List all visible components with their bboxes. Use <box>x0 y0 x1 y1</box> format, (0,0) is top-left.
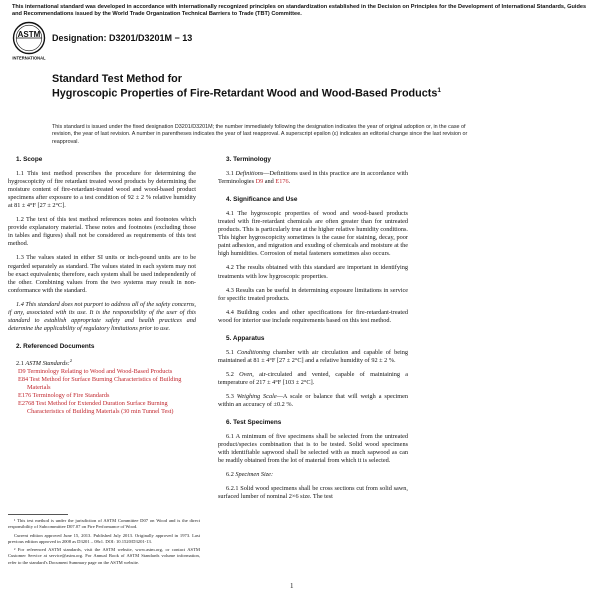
footnote-2: ² For referenced ASTM standards, visit the ASTM website, www.astm.org, or contact ASTM Customer Service at service@astm.org. For Annual Book of ASTM Standards volume information, refer to the standard's Document Summary page on the ASTM website. <box>8 547 200 565</box>
section-heading-referenced-documents: 2. Referenced Documents <box>16 342 95 350</box>
para-4-3: 4.3 Results can be useful in determining exposure limitations in service for specific treated products. <box>218 286 408 302</box>
title-main-text: Hygroscopic Properties of Fire-Retardant Wood and Wood-Based Products <box>52 87 438 100</box>
logo-text: ASTM <box>17 30 41 39</box>
section-heading-scope: 1. Scope <box>16 156 43 163</box>
para-3-1: 3.1 Definitions—Definitions used in this practice are in accordance with Terminologies D9 and E176. <box>218 170 409 186</box>
ref-item-e2768[interactable]: E2768 Test Method for Extended Duration Surface Burning Characteristics of Building Materials (30 min Tunnel Test) <box>18 400 174 416</box>
para-4-1: 4.1 The hygroscopic properties of wood and wood-based products treated with fire-retardant chemicals are often greater than for untreated products. This is particularly true at the higher relative humidity conditions. This higher hygroscopicity sometimes is the cause for staining, decay, poor paint adhesion, and migration and exuding of chemicals and moisture at the high humidities. Corrosion of metal fasteners sometimes also occurs. <box>218 210 408 258</box>
para-1-4: 1.4 This standard does not purport to address all of the safety concerns, if any, associated with its use. It is the responsibility of the user of this standard to establish appropriate safety and health practices and determine the applicability of regulatory limitations prior to use. <box>8 300 196 332</box>
para-5-2: 5.2 Oven, air-circulated and vented, capable of maintaining a temperature of 217 ± 4°F [103 ± 2°C]. <box>218 370 408 386</box>
footnote-1-edition: Current edition approved June 15, 2013. Published July 2013. Originally approved in 1973. Last previous edition approved in 2008 as D3201 – 08ε1. DOI: 10.1520/D3201-13. <box>8 532 200 544</box>
title-line: Standard Test Method for <box>52 73 182 85</box>
page-number: 1 <box>290 582 294 590</box>
ref-item-d9[interactable]: D9 Terminology Relating to Wood and Wood-Based Products <box>18 368 173 376</box>
footnotes <box>8 518 200 568</box>
section-heading-test-specimens: 6. Test Specimens <box>226 419 282 427</box>
ref-item-e84[interactable]: E84 Test Method for Surface Burning Characteristics of Building Materials <box>18 376 182 392</box>
section-heading-significance: 4. Significance and Use <box>226 196 298 204</box>
para-5-3: 5.3 Weighing Scale—A scale or balance that will weigh a specimen within an accuracy of ±0.2 %. <box>218 392 409 409</box>
referenced-standards-list <box>8 357 196 416</box>
footnote-divider <box>8 514 68 515</box>
para-6-2-1: 6.2.1 Solid wood specimens shall be cross sections cut from solid sawn, surfaced lumber of nominal 2×6 size. The test <box>218 485 408 501</box>
document-title <box>52 73 452 100</box>
section-heading-terminology: 3. Terminology <box>226 156 271 163</box>
para-1-3: 1.3 The values stated in either SI units or inch-pound units are to be regarded separately as standard. The values stated in each system may not be exact equivalents; therefore, each system shall be used independently of the other. Combining values from the two systems may result in non-conformance with the standard. <box>8 254 196 294</box>
ref-link-e176[interactable]: E176 <box>275 178 289 186</box>
para-1-1: 1.1 This test method prescribes the procedure for determining the hygroscopicity of fire retardant treated wood products by determining the moisture content of fire-retardant-treated wood and wood-based product specimens after exposure to a test condition of 92 ± 2 % relative humidity at 81 ± 4°F [27 ± 2°C]. <box>8 170 196 210</box>
issuance-note: This standard is issued under the fixed designation D3201/D3201M; the number immediately following the designation indicates the year of original adoption or, in the case of revision, the year of last revision. A number in parentheses indicates the year of last reapproval. A superscript epsilon (ε) indicates an editorial change since the last revision or reapproval. <box>52 124 468 145</box>
para-2-1: 2.1 ASTM Standards:$^2$ <box>16 357 73 368</box>
right-column <box>218 156 408 507</box>
astm-logo <box>12 21 46 61</box>
tbt-notice: This international standard was developed in accordance with internationally recognized principles on standardization established in the Decision on Principles for the Development of International Standards, Guides and Recommendations issued by the World Trade Organization Technical Barriers to Trade (TBT) Committee. <box>12 4 587 17</box>
para-4-4: 4.4 Building codes and other specifications for fire-retardant-treated wood for interior use include requirements based on this test method. <box>218 308 408 324</box>
para-6-1: 6.1 A minimum of five specimens shall be selected from the untreated product/species combination that is to be tested. Solid wood specimens with identifiable sapwood shall be selected with as much sapwood as can be readily obtained from the lot of material from which it is selected. <box>218 433 408 465</box>
title-main <box>52 85 452 100</box>
ref-link-d9[interactable]: D9 <box>255 178 264 186</box>
para-1-2: 1.2 The text of this test method references notes and footnotes which provide explanatory material. These notes and footnotes (excluding those in tables and figures) shall not be considered as requirements of this test method. <box>8 216 196 248</box>
para-5-1: 5.1 Conditioning chamber with air circulation and capable of being maintained at 81 ± 4°F [27 ± 2°C] and a relative humidity of 92 ± 2 %. <box>218 348 408 364</box>
para-4-2: 4.2 The results obtained with this standard are important in identifying treatments with low hygroscopic properties. <box>218 264 408 280</box>
left-column <box>8 156 196 422</box>
section-heading-apparatus: 5. Apparatus <box>226 334 265 342</box>
logo-subtext: INTERNATIONAL <box>12 55 46 61</box>
footnote-1: ¹ This test method is under the jurisdiction of ASTM Committee D07 on Wood and is the direct responsibility of Subcommittee D07.07 on Fire Performance of Wood. <box>8 518 200 530</box>
title-footnote-mark: 1 <box>437 87 441 94</box>
ref-item-e176[interactable]: E176 Terminology of Fire Standards <box>18 392 110 400</box>
designation: Designation: D3201/D3201M − 13 <box>52 33 193 43</box>
para-6-2: 6.2 Specimen Size: <box>226 471 274 479</box>
